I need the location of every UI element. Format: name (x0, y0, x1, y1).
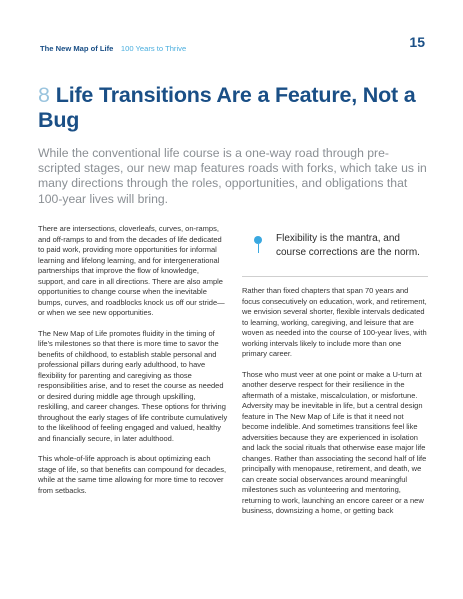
map-pin-stem (258, 244, 259, 253)
map-pin-icon (254, 236, 262, 244)
body-paragraph: This whole-of-life approach is about optimizing each stage of life, so that benefits can compound for decades, while at the same time allowing for more time to recover from setbacks. (38, 454, 227, 495)
section-number: 8 (38, 83, 50, 107)
publication-subtitle: 100 Years to Thrive (120, 44, 187, 53)
lede-paragraph: While the conventional life course is a one-way road through pre-scripted stages, our new map features roads with forks, which take us in many directions through the roles, opportunities, and obligations that 100-year lives will bring. (38, 146, 427, 206)
pull-quote (242, 224, 428, 277)
body-paragraph: Rather than fixed chapters that span 70 years and focus consecutively on education, work, and retirement, we envision several shorter, flexible intervals dedicated to learning, working, caregiving, and leisure that are woven as needed into the course of 100-year lives, with working intervals likely to include more than one primary career. (242, 286, 427, 358)
right-column (242, 224, 428, 527)
running-header (40, 34, 425, 54)
publication-title: The New Map of Life (40, 44, 114, 53)
body-paragraph: Those who must veer at one point or make a U-turn at another deserve respect for their resilience in the aftermath of a mistake, miscalculation, or misfortune. Adversity may be inevitable in life, but a central design feature in The New Map of Life is that it need not become indelible. And sometimes transitions feel like adversities because they are experienced in isolation and lack the social rituals that otherwise ease major life changes. Rather than associating the second half of life principally with menopause, retirement, and death, we can create social observances around meaningful milestones such as volunteering and mentoring, returning to work, launching an encore career or a new business, downsizing a home, or getting back (242, 369, 427, 515)
page-number: 15 (409, 34, 425, 50)
left-column (38, 224, 228, 506)
body-paragraph: The New Map of Life promotes fluidity in the timing of life's milestones so that there is more time to savor the benefits of childhood, to establish stable personal and professional pillars during early adulthood, to have flexibility for parenting and caregiving as those responsibilities arise, and to reset the course as needed or desired during middle age through upskilling, reskilling, and career changes. These options for thriving throughout the early stages of life contribute cumulatively to the likelihood of feeling engaged and valued, healthy and financially secure, in later adulthood. (38, 328, 228, 443)
section-heading (38, 83, 428, 133)
body-paragraph: There are intersections, cloverleafs, curves, on-ramps, and off-ramps to and from the decades of life dedicated to paid work, providing more opportunities for informal learning and lifelong learning, and for intergenerational partnerships that improve the flow of knowledge, support, and care in all directions. There are also ample opportunities to change course when the inevitable bumps, curves, and roadblocks knock us off our stride—or when we see new opportunities. (38, 224, 225, 317)
section-title: Life Transitions Are a Feature, Not a Bug (38, 83, 416, 132)
pull-quote-text: Flexibility is the mantra, and course corrections are the norm. (276, 233, 420, 258)
